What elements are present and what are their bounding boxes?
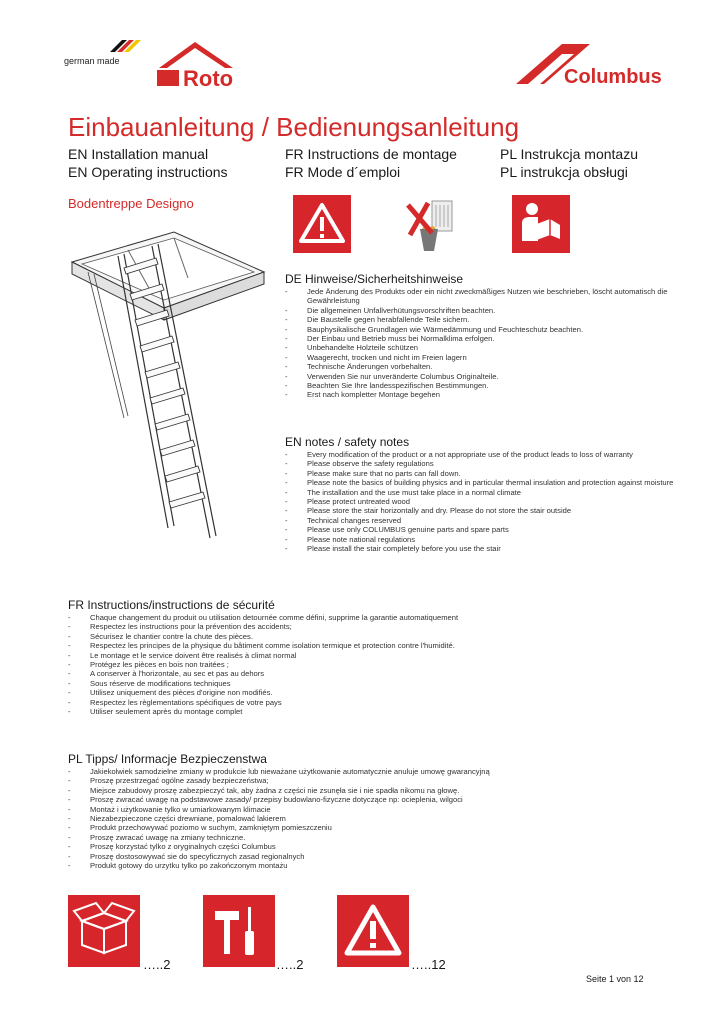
list-item: - A conserver à l'horizontale, au sec et pas au dehors (68, 669, 668, 678)
list-item: - Proszę przestrzegać ogólne zasady bezpieczeństwa; (68, 776, 668, 785)
list-item: - Please make sure that no parts can fall down. (285, 469, 705, 478)
list-item: - Beachten Sie Ihre landesspezifischen Bestimmungen. (285, 381, 705, 390)
fr-safety-list (68, 613, 668, 716)
list-item: - Le montage et le service doivent être realisés à climat normal (68, 651, 668, 660)
columbus-text: Columbus (564, 66, 662, 88)
list-item: - Montaż i użytkowanie tylko w umiarkowanym klimacie (68, 805, 668, 814)
list-item: - Please protect untreated wood (285, 497, 705, 506)
list-item: - Proszę dostosowywać sie do specyficznych zasad regionalnych (68, 852, 668, 861)
list-item: - Produkt przechowywać poziomo w suchym, zamkniętym pomieszczeniu (68, 823, 668, 832)
german-flag-stripes-icon (64, 38, 148, 72)
list-item: - Please use only COLUMBUS genuine parts and spare parts (285, 525, 705, 534)
pl-safety-list (68, 767, 668, 870)
subtitle-pl-1: PL Instrukcja montazu (500, 146, 638, 162)
product-name: Bodentreppe Designo (68, 196, 194, 211)
de-safety-heading: DE Hinweise/Sicherheitshinweise (285, 272, 464, 286)
de-safety-list (285, 287, 705, 400)
ref-warning-page: …..12 (411, 957, 446, 972)
subtitle-fr-1: FR Instructions de montage (285, 146, 457, 162)
list-item: - Please note the basics of building physics and in particular thermal insulation and protection against moisture (285, 478, 705, 487)
warning-icon (293, 195, 351, 253)
list-item: - Bauphysikalische Grundlagen wie Wärmedämmung und Feuchteschutz beachten. (285, 325, 705, 334)
list-item: - Please store the stair horizontally and dry. Please do not store the stair outside (285, 506, 705, 515)
ref-package-page: …..2 (143, 957, 171, 972)
list-item: - Waagerecht, trocken und nicht im Freien lagern (285, 353, 705, 362)
list-item: - Der Einbau und Betrieb muss bei Normalklima erfolgen. (285, 334, 705, 343)
no-fire-heating-icon (402, 195, 462, 255)
list-item: - Die Baustelle gegen herabfallende Teile sichern. (285, 315, 705, 324)
warning-triangle-icon (337, 895, 409, 967)
tools-icon (203, 895, 275, 967)
list-item: - Please note national regulations (285, 535, 705, 544)
list-item: - Utiliser seulement après du montage complet (68, 707, 668, 716)
page-title: Einbauanleitung / Bedienungsanleitung (68, 112, 520, 142)
list-item: - Technische Änderungen vorbehalten. (285, 362, 705, 371)
columbus-logo (514, 40, 674, 90)
list-item: - The installation and the use must take place in a normal climate (285, 488, 705, 497)
list-item: - Unbehandelte Holzteile schützen (285, 343, 705, 352)
list-item: - Technical changes reserved (285, 516, 705, 525)
list-item: - Sous réserve de modifications techniques (68, 679, 668, 688)
subtitle-pl-2: PL instrukcja obsługi (500, 164, 628, 180)
list-item: - Produkt gotowy do urzytku tylko po zakończonym montażu (68, 861, 668, 870)
roto-text: Roto (183, 66, 234, 91)
list-item: - Jede Änderung des Produkts oder ein nicht zweckmäßiges Nutzen wie beschrieben, löscht automatisch die Gewährleistung (285, 287, 705, 306)
list-item: - Verwenden Sie nur unveränderte Columbus Originalteile. (285, 372, 705, 381)
list-item: - Miejsce zabudowy proszę zabezpieczyć tak, aby żadna z części nie zsunęła sie i nie spadła nikomu na głowę. (68, 786, 668, 795)
en-safety-list (285, 450, 705, 553)
subtitle-en-2: EN Operating instructions (68, 164, 228, 180)
list-item: - Respectez les règlementations spécifiques de votre pays (68, 698, 668, 707)
read-manual-icon (512, 195, 570, 253)
roto-logo (155, 40, 237, 90)
list-item: - Please install the stair completely before you use the stair (285, 544, 705, 553)
list-item: - Respectez les principes de la physique du bâtiment comme isolation termique et protection contre l'humidité. (68, 641, 668, 650)
list-item: - Proszę zwracać uwagę na zmiany techniczne. (68, 833, 668, 842)
list-item: - Die allgemeinen Unfallverhütungsvorschriften beachten. (285, 306, 705, 315)
fr-safety-heading: FR Instructions/instructions de sécurité (68, 598, 275, 612)
page-number: Seite 1 von 12 (586, 974, 644, 984)
list-item: - Protégez les pièces en bois non traitées ; (68, 660, 668, 669)
list-item: - Niezabezpieczone części drewniane, pomalować lakierem (68, 814, 668, 823)
attic-stair-illustration (68, 228, 268, 558)
ref-tools-page: …..2 (276, 957, 304, 972)
subtitle-en-1: EN Installation manual (68, 146, 209, 162)
german-made-text: german made (64, 56, 120, 66)
list-item: - Chaque changement du produit ou utilisation detournée comme défini, supprime la garantie automatiquement (68, 613, 668, 622)
list-item: - Proszę korzystać tylko z oryginalnych części Columbus (68, 842, 668, 851)
en-safety-heading: EN notes / safety notes (285, 435, 410, 449)
pl-safety-heading: PL Tipps/ Informacje Bezpieczenstwa (68, 752, 267, 766)
list-item: - Sécurisez le chantier contre la chute des pièces. (68, 632, 668, 641)
list-item: - Every modification of the product or a not appropriate use of the product leads to loss of warranty (285, 450, 705, 459)
list-item: - Proszę zwracać uwagę na podstawowe zasady/ przepisy budowlano-fizyczne dotyczące np: ocieplenia, wilgoci (68, 795, 668, 804)
german-made-logo (64, 38, 148, 72)
list-item: - Utilisez uniquement des pièces d'origine non modifiés. (68, 688, 668, 697)
list-item: - Jakiekolwiek samodzielne zmiany w produkcie lub nieważane użytkowanie automatycznie anuluje umowę gwarancyjną (68, 767, 668, 776)
package-box-icon (68, 895, 140, 967)
list-item: - Please observe the safety regulations (285, 459, 705, 468)
subtitle-fr-2: FR Mode d´emploi (285, 164, 401, 180)
list-item: - Respectez les instructions pour la prévention des accidents; (68, 622, 668, 631)
list-item: - Erst nach kompletter Montage begehen (285, 390, 705, 399)
